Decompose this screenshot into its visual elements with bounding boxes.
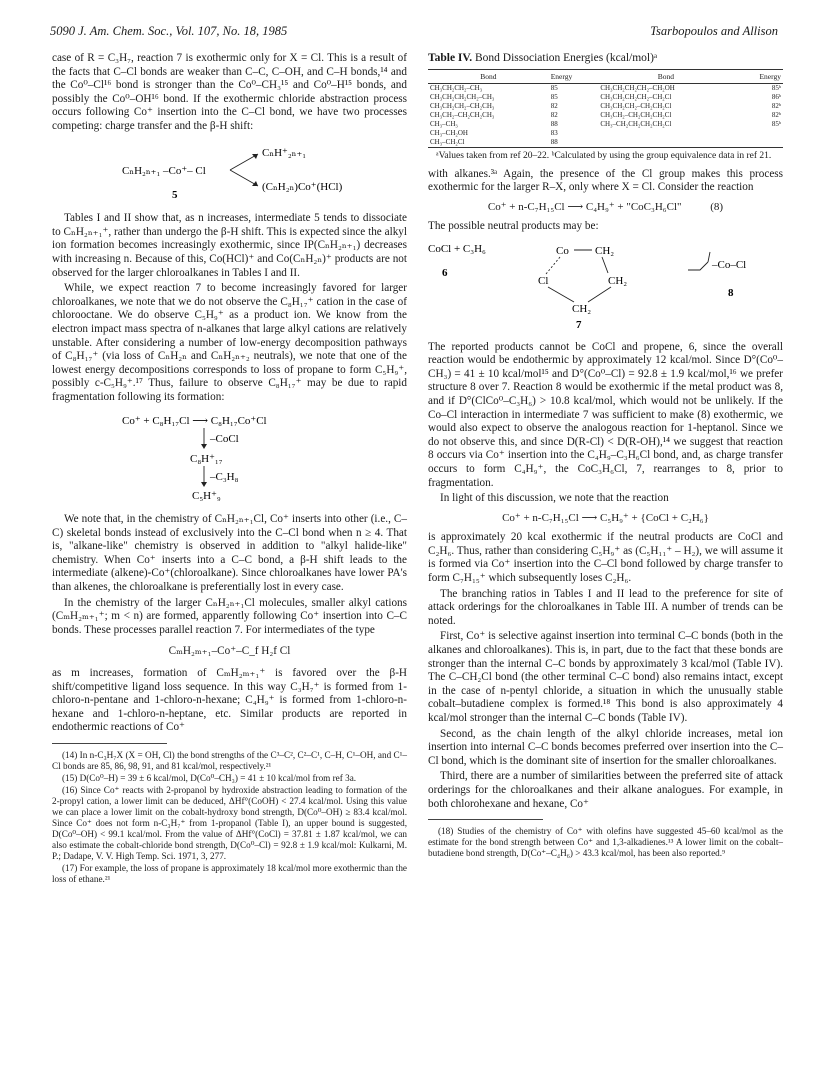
cell-energy-1: 85: [550, 83, 558, 92]
cell-bond-1: CH₃CH₂CH₂–CH₂CH₃: [430, 101, 495, 110]
table-caption-number: Table IV.: [428, 52, 473, 64]
left-paragraph-1: case of R = C₃H₇, reaction 7 is exothermic only for X = Cl. This is a result of the facts that C–Cl bonds are weaker than C–C, C–OH, and C–H bonds,¹⁴ and the Co⁰–Cl¹⁶ bond is stronger than the Co⁰–CH₃¹⁵ and Co⁰–H¹⁵ bonds, and possibly the Co⁰–OH¹⁶ bond. If the exothermic chloride abstraction process occurs following Co⁺ insertion into the C–Cl bond, we have two processes competing: charge transfer and the β-H shift:: [52, 52, 407, 132]
product-6-label: 6: [442, 266, 448, 279]
cell-energy-1: 85: [550, 92, 558, 101]
cell-bond-1: CH₃CH₂CH₂CH₂–CH₃: [430, 92, 495, 101]
oct-step2: –C₃H₈: [210, 471, 239, 484]
header-authors: Tsarbopoulos and Allison: [650, 24, 778, 38]
left-paragraph-3: While, we expect reaction 7 to become increasingly favored for larger chloroalkanes, we note that we do not observe the C₈H₁₇⁺ cation in the case of chlorooctane. We do observe C₅H₉⁺ as a product ion. We know from the electron impact mass spectra of n-alkanes that large alkyl cations are relatively unstable. After considering a number of low-energy decomposition pathways of C₈H₁₇⁺ (via loss of CₙH₂ₙ and CₙH₂ₙ₊₂ neutrals), we note that one of the lowest energy decompositions corresponds to loss of propane to form C₅H₉⁺, possibly c-C₅H₉⁺.¹⁷ Thus, failure to observe C₈H₁₇⁺ may be due to rapid fragmentation following its formation:: [52, 282, 407, 403]
cell-bond-1: CH₃–CH₃: [430, 119, 458, 128]
table-header-energy-1: Energy: [549, 69, 599, 83]
cell-bond-2: CH₃CH₂CH₂CH₂–CH₂OH: [600, 83, 675, 92]
table-body: [428, 83, 783, 147]
cell-energy-2: 86ᵇ: [771, 92, 781, 101]
right-paragraph-6: The branching ratios in Tables I and II lead to the preference for site of attack orderings for the chloroalkanes in Table III. A number of trends can be noted.: [428, 587, 783, 627]
scheme5-top: CₙH⁺₂ₙ₊₁: [262, 146, 307, 159]
cell-bond-2: CH₃CH₂CH₂–CH₂CH₂Cl: [600, 101, 672, 110]
table-row: [428, 138, 783, 147]
cell-energy-2: [733, 138, 783, 147]
product-8-formula: –Co–Cl: [712, 258, 747, 271]
cell-energy-2: 85ᵇ: [771, 119, 781, 128]
table-row: [428, 102, 783, 111]
left-paragraph-2: Tables I and II show that, as n increases, intermediate 5 tends to dissociate to CₙH₂ₙ₊₁⁺, rather than undergo the β-H shift. This is expected since the alkyl ion formation becomes increasingly exothermic, since IP(CₙH₂ₙ₊₁) decreases with increasing n. Because of this, Co(HCl)⁺ and Co(CₙH₂ₙ)⁺ products are not observed for the larger chloroalkanes in Tables I and II.: [52, 212, 407, 279]
reaction-9: Co⁺ + n-C₇H₁₅Cl ⟶ C₅H₉⁺ + {CoCl + C₂H₆}: [502, 511, 709, 524]
table-row: [428, 120, 783, 129]
oct-end: C₅H⁺₉: [192, 490, 221, 503]
cell-bond-1: CH₃–CH₂Cl: [430, 137, 465, 146]
product-8-label: 8: [728, 286, 734, 299]
cell-energy-2: 82ᵇ: [771, 110, 781, 119]
left-paragraph-4: We note that, in the chemistry of CₙH₂ₙ₊₁Cl, Co⁺ inserts into other (i.e., C–C) skeletal bonds instead of exclusively into the C–Cl bond when n ≥ 4. That is, "alkane-like" chemistry is observed in addition to "alkyl halide-like" chemistry. When Co⁺ inserts into a C–C bond, a β-H shift leads to the intermediate (alkene)-Co⁺(chloroalkane). Since chloroalkanes have lower PA's than alkenes, the chloroalkane is preferentially lost in every case.: [52, 513, 407, 594]
cell-energy-2: 82ᵇ: [771, 101, 781, 110]
right-paragraph-4: In light of this discussion, we note that the reaction: [440, 492, 669, 505]
reaction-8-number: (8): [710, 200, 724, 213]
cell-bond-2: [598, 129, 733, 138]
cell-bond-2: CH₃–CH₂CH₂CH₂CH₂Cl: [600, 119, 672, 128]
cell-energy-1: 88: [550, 137, 558, 146]
scheme-octyl-fragmentation: [52, 410, 407, 507]
table-header-energy-2: Energy: [733, 69, 783, 83]
right-paragraph-1: with alkanes.³ᵃ Again, the presence of the Cl group makes this process exothermic for the larger R–X, only where X = Cl. Consider the reaction: [428, 167, 783, 194]
right-paragraph-7: First, Co⁺ is selective against insertion into terminal C–C bonds (both in the alkanes and chloroalkanes). This is, in part, due to the fact that these bonds are stronger than the internal C–C bonds by approximately 3 kcal/mol (Table IV). The C–CH₂Cl bond (the other terminal C–C bond) also remains intact, except in the case of n-pentyl chloride, a situation in which the unusually stable cobalt–butadiene complex is formed.¹⁸ This bond is also approximately 4 kcal/mol stronger than the internal C–C bonds (Table IV).: [428, 630, 783, 724]
oct-row1: Co⁺ + C₈H₁₇Cl ⟶ C₈H₁₇Co⁺Cl: [122, 415, 267, 428]
table-header-row: [428, 69, 783, 83]
footnote-17: (17) For example, the loss of propane is approximately 18 kcal/mol more exothermic than the loss of ethane.²¹: [52, 862, 407, 884]
cell-energy-1: 82: [550, 101, 558, 110]
product-7-cl: Cl: [538, 274, 549, 287]
right-paragraph-2: The possible neutral products may be:: [428, 220, 599, 233]
right-column: [428, 52, 783, 860]
footnote-16: (16) Since Co⁺ reacts with 2-propanol by hydroxide abstraction leading to formation of the 2-propyl cation, a lower limit can be deduced, ΔHf°(CoOH) < 27.4 kcal/mol. Using this value we can place a lower limit on the cobalt-hydroxy bond strength, D(Co⁰–OH) ≥ 83.4 kcal/mol. Since Co⁺ does not form n-C₃H₇⁺ from 1-propanol (Table I), an upper bound is suggested, D(Co⁰–OH) < 99.1 kcal/mol. From the value of ΔHf°(CoCl) = 37.81 ± 1.87 kcal/mol, we can also estimate the cobalt-chloride bond strength, D(Co⁰–Cl) = 92.8 ± 1.9 kcal/mol: Kulkarni, M. P.; Dadape, V. V. High Temp. Sci. 1971, 3, 277.: [52, 784, 407, 861]
table-row: [428, 93, 783, 102]
left-paragraph-5: In the chemistry of the larger CₙH₂ₙ₊₁Cl molecules, smaller alkyl cations (CₘH₂ₘ₊₁⁺; m < n) are formed, apparently following Co⁺ insertion into C–C bonds. These processes parallel reaction 7. For intermediates of the type: [52, 596, 407, 636]
scheme-intermediate-5: [52, 140, 407, 207]
table-caption: [428, 52, 783, 66]
table-foot-rule: [428, 147, 783, 148]
cell-bond-1: CH₃CH₂–CH₂CH₂CH₃: [430, 110, 495, 119]
cell-bond-1: CH₃–CH₂OH: [430, 128, 468, 137]
intermediate-type-formula: CₘH₂ₘ₊₁–Co⁺–C_f H₂f Cl: [168, 645, 291, 658]
scheme5-bottom: (CₙH₂ₙ)Co⁺(HCl): [262, 180, 343, 193]
right-paragraph-3: The reported products cannot be CoCl and propene, 6, since the overall reaction would be endothermic by approximately 12 kcal/mol. Since D°(Co⁰–CH₃) = 41 ± 10 kcal/mol¹⁵ and D°(Co⁰–Cl) = 92.8 ± 1.9 kcal/mol,¹⁶ we prefer structure 8 over 7. Reaction 8 would be exothermic if the metal product was 8, and if D°(ClCo⁰–C₃H₆) > 10.8 kcal/mol, which would not be unlikely. If the Co–Cl interaction in intermediate 7 was sufficient to make (8) exothermic, we would also expect to observe the analogous reaction for 1-heptanol. Since we do not observe this, and since D(R-Cl) < D(R-OH),¹⁴ we suggest that reaction 8 occurs via Co⁺ insertion into the C₄H₉–C₃H₆Cl bond, and, as charge transfer occurs to form C₄H₉⁺, the CoC₃H₆Cl, 7, rearranges to 8, prior to fragmentation.: [428, 340, 783, 489]
table-row: [428, 83, 783, 93]
footnote-18: (18) Studies of the chemistry of Co⁺ with olefins have suggested 45–60 kcal/mol as the estimate for the bond strength between Co⁺ and 1,3-alkadienes.¹³ A lower limit on the cobalt–butadiene bond strength, D(Co⁺–C₄H₆) > 43.3 kcal/mol, has been also reported.⁹: [428, 826, 783, 859]
cell-bond-2: CH₃CH₂CH₂CH₂–CH₂Cl: [600, 92, 672, 101]
running-header: [50, 24, 778, 42]
table-row: [428, 129, 783, 138]
cell-bond-2: [598, 138, 733, 147]
reaction-8: [428, 201, 783, 215]
product-7-ch2-top: CH₂: [595, 244, 615, 257]
reaction-8-equation: Co⁺ + n-C₇H₁₅Cl ⟶ C₄H₉⁺ + "CoC₃H₆Cl": [487, 200, 682, 213]
header-journal-citation: 5090 J. Am. Chem. Soc., Vol. 107, No. 18, 1985: [50, 24, 288, 38]
left-column: [52, 52, 407, 886]
right-paragraph-9: Third, there are a number of similarities between the preferred site of attack orderings for the chloroalkanes and their alkane analogues. For example, in both chlorohexane and hexane, Co⁺: [428, 770, 783, 810]
product-7-co: Co: [556, 244, 569, 257]
product-7-ch2-right: CH₂: [608, 274, 628, 287]
table-caption-title: Bond Dissociation Energies (kcal/mol)ᵃ: [474, 52, 658, 64]
table-header-bond-1: Bond: [428, 69, 549, 83]
cell-energy-1: 82: [550, 110, 558, 119]
table-row: [428, 111, 783, 120]
neutral-products-scheme: [428, 240, 783, 335]
product-6-formula: CoCl + C₃H₆: [428, 242, 486, 255]
scheme5-left: CₙH₂ₙ₊₁ –Co⁺– Cl: [122, 164, 206, 177]
product-7-ch2-bottom: CH₂: [572, 302, 592, 315]
scheme5-label: 5: [172, 188, 178, 201]
bond-energy-table: [428, 69, 783, 147]
cell-energy-2: [733, 129, 783, 138]
cell-energy-1: 83: [550, 128, 558, 137]
footnote-14: (14) In n-C₃H₇X (X = OH, Cl) the bond strengths of the C³–C², C²–C¹, C–H, C¹–OH, and C¹–Cl bonds are 85, 86, 98, 91, and 81 kcal/mol, respectively.²¹: [52, 749, 407, 771]
cell-energy-1: 88: [550, 119, 558, 128]
oct-mid: C₈H⁺₁₇: [190, 453, 223, 466]
right-paragraph-8: Second, as the chain length of the alkyl chloride increases, metal ion insertion into internal C–C bonds becomes preferred over insertion into the C–Cl bond, which is the dominant site of insertion for the smaller chloroalkanes.: [428, 727, 783, 767]
footnote-rule: [52, 743, 167, 744]
cell-bond-1: CH₃CH₂CH₂–CH₃: [430, 83, 483, 92]
product-7-label: 7: [576, 318, 582, 330]
table-header-bond-2: Bond: [598, 69, 733, 83]
cell-bond-2: CH₃CH₂–CH₂CH₂CH₂Cl: [600, 110, 672, 119]
footnote-15: (15) D(Co⁰–H) = 39 ± 6 kcal/mol, D(Co⁰–CH₃) = 41 ± 10 kcal/mol from ref 3a.: [62, 772, 357, 783]
oct-step1: –CoCl: [210, 433, 239, 446]
cell-energy-2: 85ᵇ: [771, 83, 781, 92]
left-paragraph-6: as m increases, formation of CₘH₂ₘ₊₁⁺ is favored over the β-H shift/competitive ligand loss sequence. In this way C₃H₇⁺ is formed from 1-chloro-n-pentane and 1-chloro-n-hexane; C₄H₉⁺ is formed from 1-chloro-n-hexane and 1-chloro-n-heptane, etc. Similar products are reported in endothermic reactions of Co⁺: [52, 667, 407, 734]
table-footnote: ᵃValues taken from ref 20–22. ᵇCalculated by using the group equivalence data in ref 21.: [436, 150, 772, 161]
right-paragraph-5: is approximately 20 kcal exothermic if the neutral products are CoCl and C₂H₆. Thus, rather than considering C₅H₉⁺ as (C₅H₁₁⁺ – H₂), we will assume it is formed via Co⁺ insertion into the C–Cl bond followed by charge transfer to form C₇H₁₅⁺ which subsequently loses C₂H₆.: [428, 531, 783, 585]
footnote-rule-right: [428, 819, 543, 820]
